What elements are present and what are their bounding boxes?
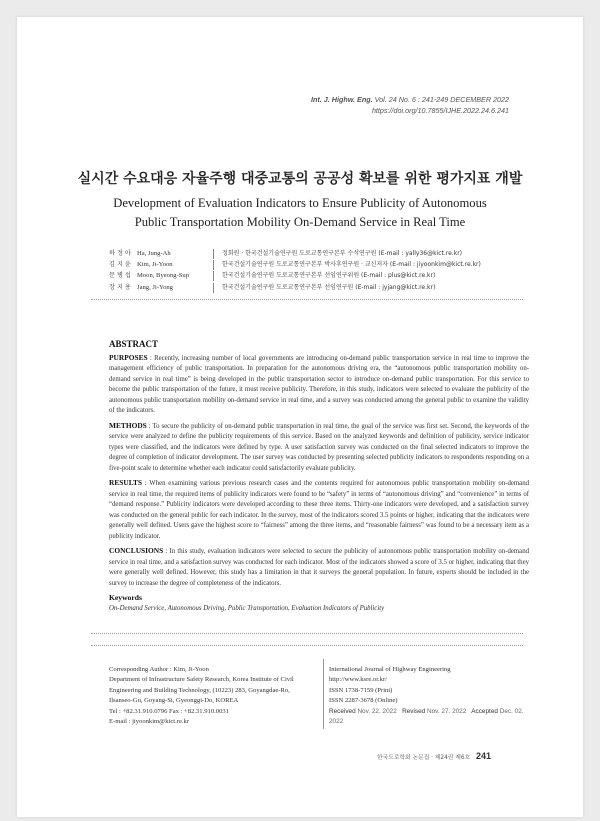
- author-row: [109, 282, 481, 293]
- section-divider: [91, 645, 523, 646]
- author-korean-name: 하 정 아: [109, 250, 131, 257]
- author-separator: [213, 249, 222, 259]
- korean-title: 실시간 수요대응 자율주행 대중교통의 공공성 확보를 위한 평가지표 개발: [77, 171, 523, 187]
- corresponding-address-line: Engineering and Building Technology, (10223) 283, Goyangdae-Ro,: [109, 686, 290, 694]
- accepted-date: Dec. 02. 2022: [329, 707, 524, 726]
- english-title: [17, 194, 583, 232]
- journal-reference: [311, 94, 509, 116]
- author-korean-name: 장 지 용: [109, 283, 131, 291]
- purposes-paragraph: [109, 353, 529, 417]
- author-affiliation: 정회원 · 한국건설기술연구원 도로교통연구본부 수석연구원 (E-mail : yally36@kict.re.kr): [222, 250, 462, 257]
- author-separator: [213, 260, 222, 270]
- corresponding-author: Corresponding Author : Kim, Ji-Yoon: [109, 666, 209, 673]
- author-korean-name: 김 지 윤: [109, 261, 131, 269]
- page-footer: [377, 751, 491, 761]
- english-title-line-1: Development of Evaluation Indicators to Ensure Publicity of Autonomous: [113, 196, 487, 210]
- abstract-section: [109, 339, 529, 614]
- conclusions-label: CONCLUSIONS: [109, 546, 164, 555]
- author-english-name: Moon, Byeong-Sup: [137, 272, 190, 280]
- journal-abbreviation: Int. J. Highw. Eng.: [311, 95, 373, 104]
- author-list: [109, 248, 481, 293]
- page-number: 241: [475, 751, 491, 761]
- journal-name: International Journal of Highway Engineering: [329, 666, 451, 673]
- results-label: RESULTS: [109, 478, 143, 487]
- issn-print: ISSN 1738-7159 (Print): [329, 686, 393, 694]
- section-divider: [91, 633, 523, 634]
- keywords-heading: Keywords: [109, 593, 142, 602]
- abstract-heading: ABSTRACT: [109, 339, 159, 349]
- methods-text: : To secure the publicity of on-demand public transportation in real time, the goal of the service was first set. Second, the keywords of the service were analyzed to define the publicity requirements of this service. Based on the analyzed keywords and definition of publicity, service indicator types were classified, and the indicators were defined by type. A user satisfaction survey was conducted on the final selected indicators to improve the degree of completion of indicator development. The user survey was conducted by presenting selected publicity indicators to respondents responding on a five-point scale to determine whether each indicator could satisfactorily evaluate publicity.: [109, 422, 529, 472]
- volume-info: Vol. 24 No. 6 : 241-249 DECEMBER 2022: [374, 95, 509, 104]
- accepted-label: Accepted: [471, 707, 498, 715]
- submission-dates: [329, 707, 539, 728]
- author-korean-name: 문 병 섭: [109, 272, 131, 280]
- results-paragraph: [109, 478, 529, 542]
- received-label: Received: [329, 707, 356, 715]
- author-english-name: Jang, Ji-Yong: [137, 283, 173, 291]
- results-text: : When examining various previous research cases and the contents required for autonomous public transportation mobility on-demand service in real time, the required items of publicity indicators were found to be “safety” in terms of “autonomous driving” and “convenience” in terms of “demand response.” Publicity indicators were developed according to these three items. Thirty-one indicators were developed, and a satisfaction survey was conducted on the general public for each indicator. In the survey, most of the indicators scored 3.5 points or higher, indicating that the indicators were generally well defined. Users gave the highest score to “fairness” among the three items, and “reasonable fairness” was found to be a necessary item as a publicity indicator.: [109, 480, 529, 540]
- corresponding-address-line: Department of Infrastructure Safety Research, Korea Institute of Civil: [109, 676, 294, 684]
- journal-info-block: [329, 665, 539, 727]
- corresponding-email[interactable]: E-mail : jiyoonkim@kict.re.kr: [109, 718, 190, 726]
- keywords-text: On-Demand Service, Autonomous Driving, Public Transportation, Evaluation Indicators of Publicity: [109, 604, 385, 612]
- author-row: [109, 259, 481, 270]
- english-title-line-2: Public Transportation Mobility On-Demand Service in Real Time: [134, 215, 466, 229]
- correspondence-block: [109, 665, 324, 727]
- doi-link[interactable]: https://doi.org/10.7855/IJHE.2022.24.6.241: [371, 106, 509, 115]
- author-english-name: Ha, Jung-Ah: [137, 250, 171, 257]
- issn-online: ISSN 2287-3678 (Online): [329, 697, 398, 705]
- column-divider: [323, 659, 324, 729]
- paper-page: [17, 17, 583, 817]
- author-row: [109, 248, 481, 259]
- methods-label: METHODS: [109, 420, 147, 430]
- author-row: [109, 270, 481, 281]
- author-affiliation: 한국건설기술연구원 도로교통연구본부 선임연구위원 (E-mail : plus@kict.re.kr): [222, 272, 436, 280]
- methods-paragraph: [109, 421, 529, 475]
- purposes-label: PURPOSES: [109, 352, 148, 362]
- footer-journal-korean: 한국도로학회 논문집 · 제24권 제6호: [377, 755, 471, 761]
- revised-date: Nov. 27. 2022: [426, 707, 467, 715]
- journal-url[interactable]: http://www.ksre.or.kr/: [329, 676, 387, 684]
- conclusions-text: : In this study, evaluation indicators were selected to secure the publicity of autonomous public transportation mobility on-demand service in real time, and a satisfaction survey was conducted for each indicator. Most of the indicators showed a score of 3.5 or higher, indicating that they were generally well defined. However, this study has a limitation in that it surveys the general population. In future, experts should be included in the survey to increase the degree of completeness of the indicators.: [109, 548, 529, 587]
- author-affiliation: 한국건설기술연구원 도로교통연구본부 박사후연구원 · 교신저자 (E-mail : jiyoonkim@kict.re.kr): [222, 261, 481, 269]
- corresponding-address-line: Ilsanseo-Gu, Goyang-Si, Gyeonggi-Do, KOREA: [109, 697, 239, 705]
- corresponding-phone-fax: Tel : +82.31.910.0796 Fax : +82.31.910.0031: [109, 707, 229, 715]
- received-date: Nov. 22. 2022: [357, 707, 397, 715]
- section-divider: [91, 299, 523, 300]
- author-separator: [213, 271, 222, 281]
- revised-label: Revised: [402, 707, 426, 715]
- conclusions-paragraph: [109, 546, 529, 589]
- author-english-name: Kim, Ji-Yoon: [137, 261, 173, 269]
- author-separator: [213, 283, 222, 293]
- author-affiliation: 한국건설기술연구원 도로교통연구본부 선임연구원 (E-mail : jyjang@kict.re.kr): [222, 283, 436, 291]
- purposes-text: : Recently, increasing number of local governments are introducing on-demand public transportation service in real time to improve the management efficiency of public transportation. In preparation for the autonomous driving era, the “autonomous public transportation mobility on-demand service in real time” is being developed in the public transportation sector to introduce on-demand public transportation. For this service to become the public transportation of the future, it must receive publicity. Therefore, in this study, indicators were selected to evaluate the publicity of the autonomous public transportation mobility on-demand service in real time, and a survey was conducted among the general public to examine the validity of the indicators.: [109, 354, 529, 414]
